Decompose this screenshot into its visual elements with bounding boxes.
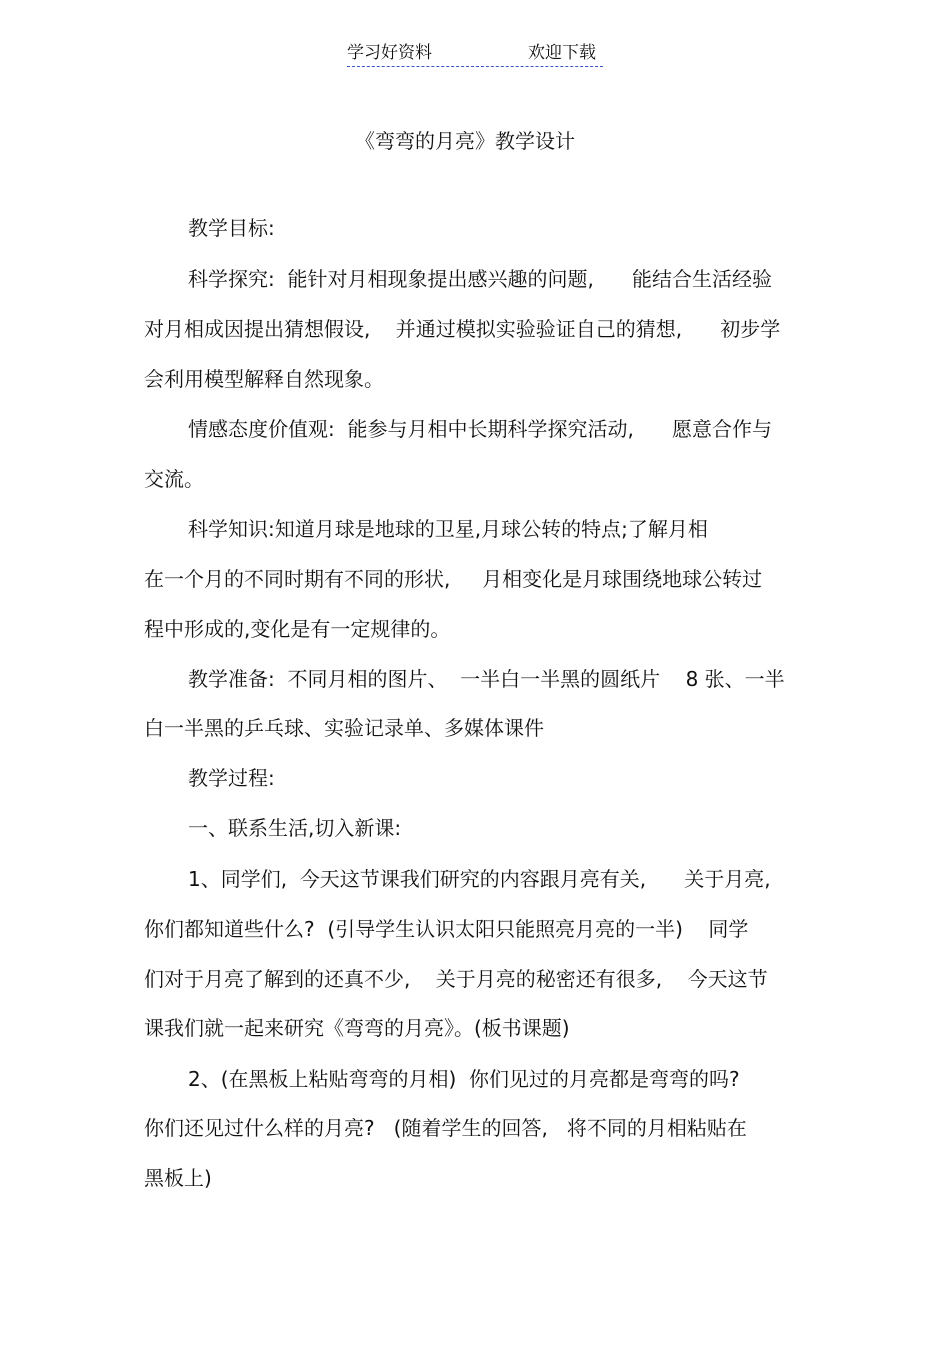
paragraph-line: 交流。	[144, 467, 204, 491]
paragraph-line: 情感态度价值观: 能参与月相中长期科学探究活动, 愿意合作与	[188, 417, 772, 441]
header-right-text: 欢迎下载	[528, 43, 596, 63]
paragraph-line: 程中形成的,变化是有一定规律的。	[144, 617, 451, 641]
paragraph-line: 科学知识:知道月球是地球的卫星,月球公转的特点;了解月相	[188, 517, 708, 541]
paragraph-line: 科学探究: 能针对月相现象提出感兴趣的问题, 能结合生活经验	[188, 267, 772, 291]
paragraph-line: 会利用模型解释自然现象。	[144, 367, 384, 391]
paragraph-line: 白一半黑的乒乓球、实验记录单、多媒体课件	[144, 716, 544, 740]
paragraph-line: 你们还见过什么样的月亮? (随着学生的回答, 将不同的月相粘贴在	[144, 1116, 747, 1140]
paragraph-line: 你们都知道些什么? (引导学生认识太阳只能照亮月亮的一半) 同学	[144, 917, 749, 941]
paragraph-line: 课我们就一起来研究《弯弯的月亮》。(板书课题)	[144, 1016, 570, 1040]
paragraph-line: 1、同学们, 今天这节课我们研究的内容跟月亮有关, 关于月亮,	[188, 867, 771, 891]
paragraph-line: 黑板上)	[144, 1166, 212, 1190]
paragraph-line: 2、(在黑板上粘贴弯弯的月相) 你们见过的月亮都是弯弯的吗?	[188, 1067, 740, 1091]
paragraph-line: 对月相成因提出猜想假设, 并通过模拟实验验证自己的猜想, 初步学	[144, 317, 781, 341]
paragraph-line: 们对于月亮了解到的还真不少, 关于月亮的秘密还有很多, 今天这节	[144, 967, 768, 991]
page-header	[347, 40, 603, 67]
paragraph-line: 教学准备: 不同月相的图片、 一半白一半黑的圆纸片 8 张、一半	[188, 667, 785, 691]
paragraph-line: 在一个月的不同时期有不同的形状, 月相变化是月球围绕地球公转过	[144, 567, 763, 591]
paragraph-line: 一、联系生活,切入新课:	[188, 816, 402, 840]
paragraph-line: 教学过程:	[188, 766, 275, 790]
paragraph-line: 教学目标:	[188, 216, 275, 240]
document-title: 《弯弯的月亮》教学设计	[355, 129, 575, 153]
header-left-text: 学习好资料	[347, 43, 432, 63]
